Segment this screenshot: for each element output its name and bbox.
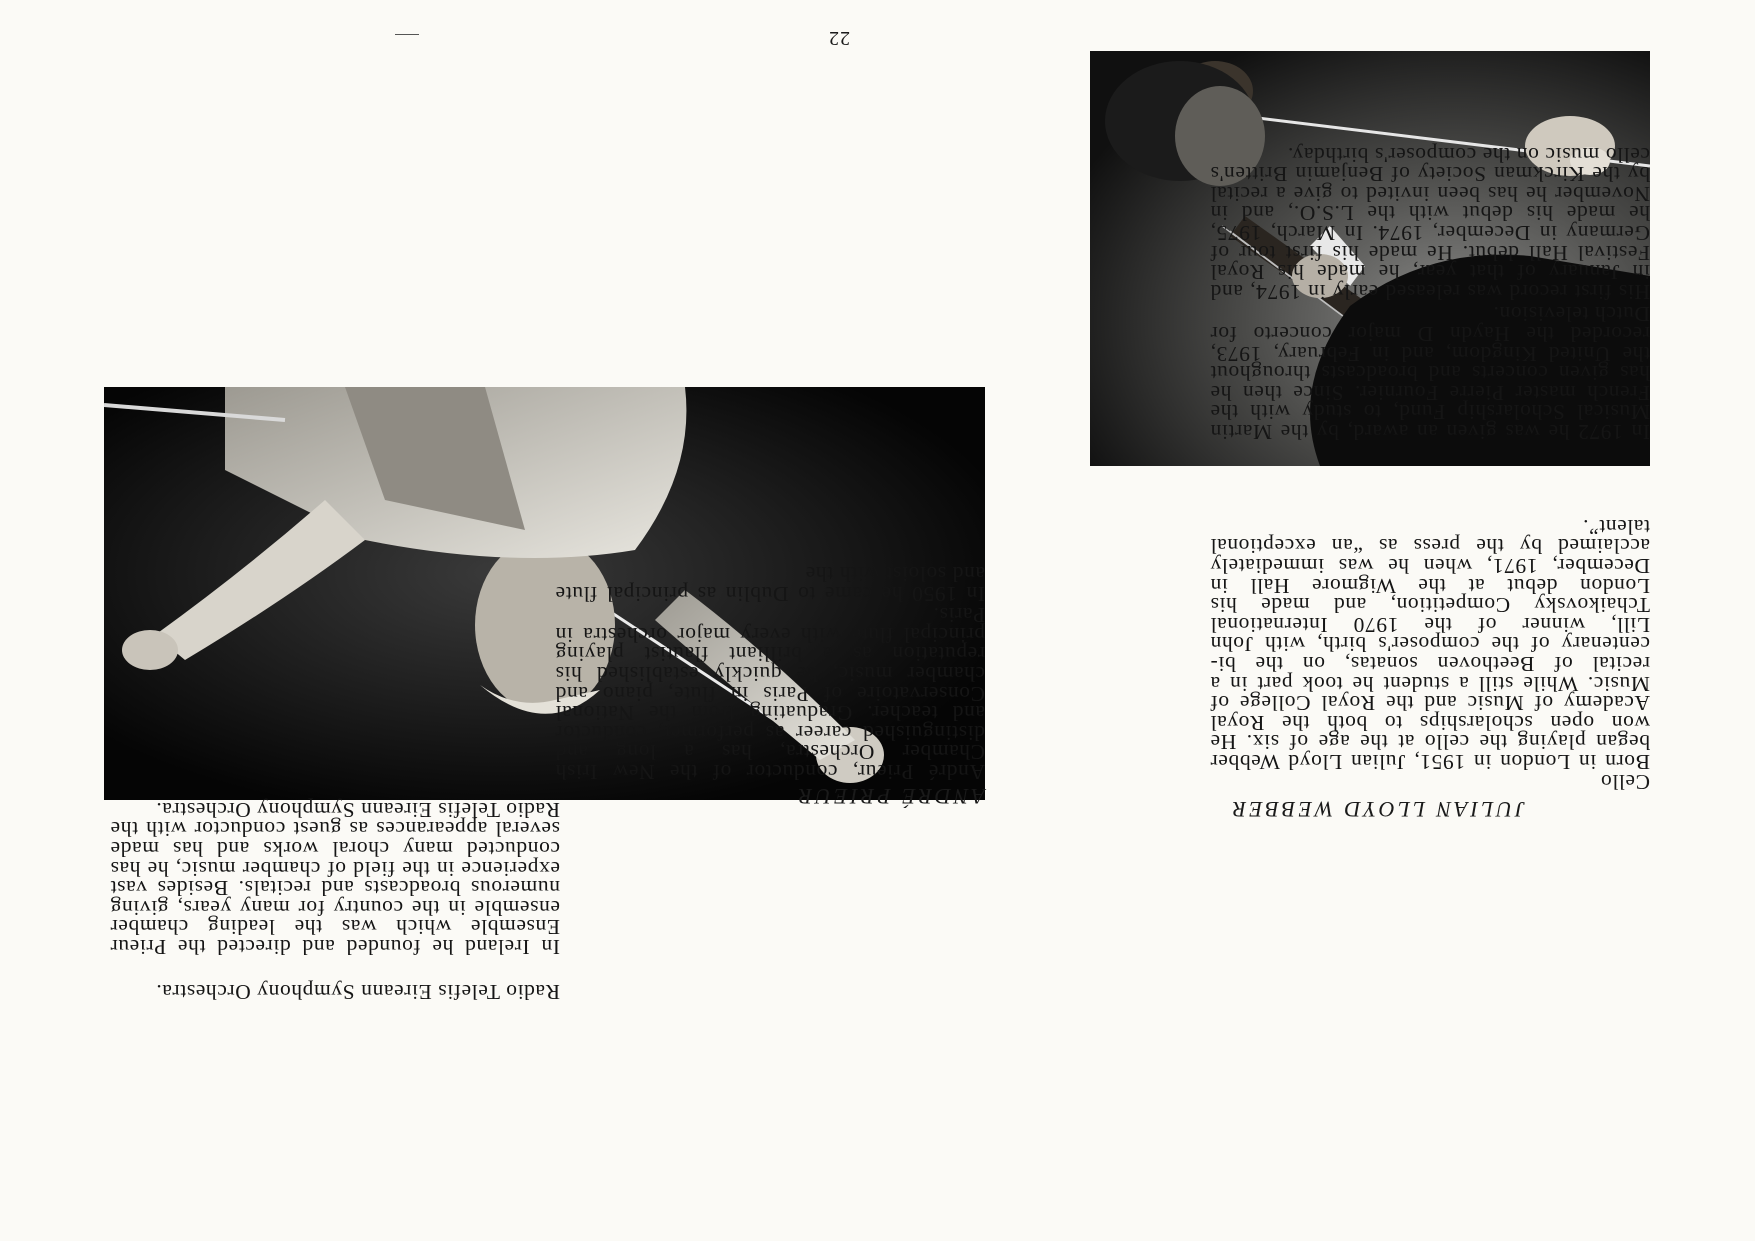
webber-heading: JULIAN LLOYD WEBBER: [1229, 797, 1525, 822]
page-number: 22: [828, 27, 850, 49]
webber-instrument: Cello: [1600, 770, 1650, 794]
webber-paragraph-2-text: In 1972 he was given an award, by the Martin Musical Scholarship Fund, to study with the French master Pierre Fournier. Since then he has given concerts and broadcasts throughout the United Kingdom, and in February, 1973, recorded the Haydn D major concerto for Dutch television.: [1210, 302, 1650, 444]
prieur-paragraph-2: In Ireland he founded and directed the Prieur Ensemble which was the leading chamber ensemble in the country for many years, giving numerous broadcasts and recitals. Besides vast experience in the field of chamber music, he has conducted many choral works and has made several appearances as guest conductor with the Radio Telefis Eireann Symphony Orchestra.: [110, 797, 560, 959]
webber-paragraph-3-text: His first record was released early in 1974, and in January of that year, he made his Royal Festival Hall debut. He made his first tour of Germany in December, 1974. In March, 1975, he made his debut with the L.S.O., and in November he has been invited to give a recital by the Kirckman Society of Benjamin Britten's cello music on the composer's birthday.: [1210, 142, 1650, 304]
webber-paragraph-1: Born in London in 1951, Julian Lloyd Webber began playing the cello at the age of six. He won open scholarships to both the Royal Academy of Music and the Royal College of Music. While still a student he took part in a recital of Beethoven sonatas, on the bi-centenary of the composer's birth, with John Lill, winner of the 1970 International Tchaikovsky Competition, and made his London debut at the Wigmore Hall in December, 1971, when he was immediately acclaimed by the press as “an exceptional talent”.: [1210, 514, 1650, 774]
prieur-caption-text: Radio Telefis Eireann Symphony Orchestra.: [155, 980, 560, 1004]
prieur-paragraph-1: André Prieur, conductor of the New Irish Chamber Orchestra, has a long and distinguished career as performer, conductor and teacher. Graduating from the National Conservatoire of Paris in flute, piano and chamber music, he quickly established his reputation as a brilliant flautist playing principal flute with every major orchestra in Paris.: [555, 603, 985, 784]
webber-text-continued: [1210, 142, 1650, 444]
prieur-heading: ANDRÉ PRIEUR: [795, 784, 985, 809]
prieur-paragraph-1b: In 1950 he came to Dublin as principal flute and soloist with the: [555, 562, 985, 606]
